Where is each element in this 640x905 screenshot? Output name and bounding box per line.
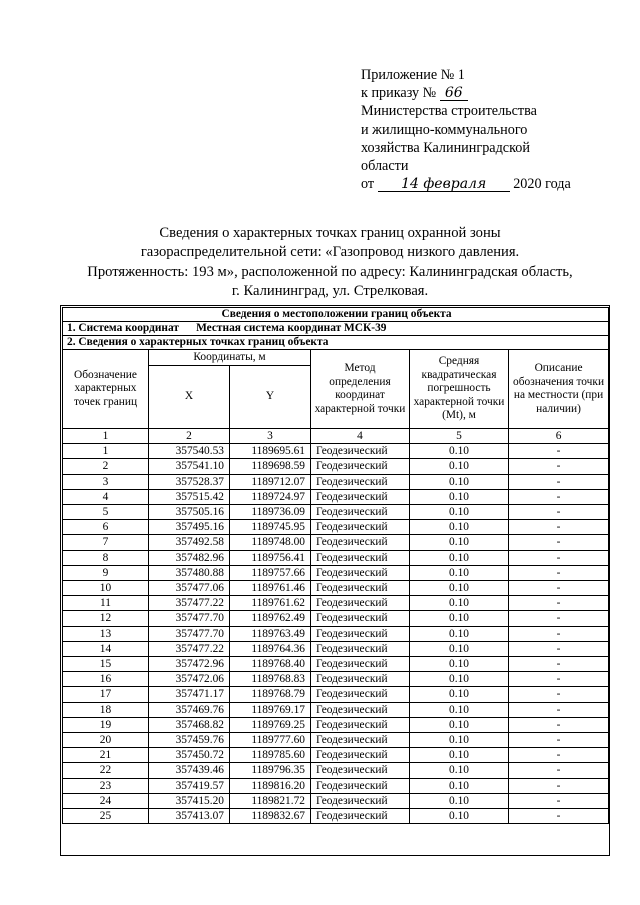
accuracy-cell: 0.10 xyxy=(410,702,509,717)
x-coordinate-cell: 357471.17 xyxy=(149,687,230,702)
x-coordinate-cell: 357477.06 xyxy=(149,581,230,596)
method-cell: Геодезический xyxy=(311,809,410,824)
description-cell: - xyxy=(509,444,609,459)
description-cell: - xyxy=(509,565,609,580)
x-coordinate-cell: 357480.88 xyxy=(149,565,230,580)
accuracy-cell: 0.10 xyxy=(410,748,509,763)
header-accuracy: Средняя квадратическая погрешность характерной точки (Mt), м xyxy=(410,350,509,429)
accuracy-cell: 0.10 xyxy=(410,535,509,550)
description-cell: - xyxy=(509,489,609,504)
y-coordinate-cell: 1189712.07 xyxy=(230,474,311,489)
table-row xyxy=(63,672,609,687)
coordinate-system: 1. Система координат Местная система координат МСК-39 xyxy=(63,322,609,336)
point-number-cell: 1 xyxy=(63,444,149,459)
x-coordinate-cell: 357477.22 xyxy=(149,641,230,656)
table-row xyxy=(63,474,609,489)
description-cell: - xyxy=(509,748,609,763)
date-prefix: от xyxy=(361,176,375,193)
x-coordinate-cell: 357469.76 xyxy=(149,702,230,717)
ministry-line-3: хозяйства Калининградской xyxy=(361,139,530,156)
x-coordinate-cell: 357413.07 xyxy=(149,809,230,824)
method-cell: Геодезический xyxy=(311,657,410,672)
date-line xyxy=(361,175,621,193)
point-number-cell: 18 xyxy=(63,702,149,717)
accuracy-cell: 0.10 xyxy=(410,763,509,778)
accuracy-cell: 0.10 xyxy=(410,489,509,504)
method-cell: Геодезический xyxy=(311,793,410,808)
x-coordinate-cell: 357482.96 xyxy=(149,550,230,565)
point-number-cell: 19 xyxy=(63,717,149,732)
point-number-cell: 17 xyxy=(63,687,149,702)
point-number-cell: 6 xyxy=(63,520,149,535)
accuracy-cell: 0.10 xyxy=(410,505,509,520)
point-number-cell: 23 xyxy=(63,778,149,793)
point-number-cell: 7 xyxy=(63,535,149,550)
description-cell: - xyxy=(509,687,609,702)
date-handwritten: 14 февраля xyxy=(378,177,510,192)
x-coordinate-cell: 357541.10 xyxy=(149,459,230,474)
column-number: 2 xyxy=(149,429,230,444)
method-cell: Геодезический xyxy=(311,505,410,520)
table-row xyxy=(63,565,609,580)
point-number-cell: 22 xyxy=(63,763,149,778)
point-number-cell: 15 xyxy=(63,657,149,672)
appendix-block xyxy=(361,66,621,193)
table-row xyxy=(63,550,609,565)
point-number-cell: 8 xyxy=(63,550,149,565)
accuracy-cell: 0.10 xyxy=(410,474,509,489)
date-suffix: 2020 года xyxy=(513,176,571,193)
order-line xyxy=(361,84,621,102)
x-coordinate-cell: 357415.20 xyxy=(149,793,230,808)
point-number-cell: 21 xyxy=(63,748,149,763)
y-coordinate-cell: 1189769.17 xyxy=(230,702,311,717)
x-coordinate-cell: 357477.22 xyxy=(149,596,230,611)
table-row xyxy=(63,535,609,550)
point-number-cell: 14 xyxy=(63,641,149,656)
point-number-cell: 11 xyxy=(63,596,149,611)
table-row xyxy=(63,459,609,474)
accuracy-cell: 0.10 xyxy=(410,672,509,687)
accuracy-cell: 0.10 xyxy=(410,459,509,474)
x-coordinate-cell: 357472.06 xyxy=(149,672,230,687)
table-row xyxy=(63,717,609,732)
description-cell: - xyxy=(509,717,609,732)
description-cell: - xyxy=(509,474,609,489)
accuracy-cell: 0.10 xyxy=(410,550,509,565)
header-designation: Обозначение характерных точек границ xyxy=(63,350,149,429)
description-cell: - xyxy=(509,763,609,778)
points-section-title: 2. Сведения о характерных точках границ объекта xyxy=(63,336,609,350)
x-coordinate-cell: 357450.72 xyxy=(149,748,230,763)
description-cell: - xyxy=(509,702,609,717)
column-number: 6 xyxy=(509,429,609,444)
description-cell: - xyxy=(509,505,609,520)
table-row xyxy=(63,733,609,748)
y-coordinate-cell: 1189768.79 xyxy=(230,687,311,702)
y-coordinate-cell: 1189768.40 xyxy=(230,657,311,672)
x-coordinate-cell: 357472.96 xyxy=(149,657,230,672)
ministry-line-1: Министерства строительства xyxy=(361,103,537,120)
table-row xyxy=(63,763,609,778)
table-row xyxy=(63,687,609,702)
accuracy-cell: 0.10 xyxy=(410,581,509,596)
description-cell: - xyxy=(509,596,609,611)
point-number-cell: 24 xyxy=(63,793,149,808)
table-row xyxy=(63,520,609,535)
method-cell: Геодезический xyxy=(311,535,410,550)
table-row xyxy=(63,489,609,504)
description-cell: - xyxy=(509,672,609,687)
method-cell: Геодезический xyxy=(311,687,410,702)
table-row xyxy=(63,657,609,672)
method-cell: Геодезический xyxy=(311,596,410,611)
description-cell: - xyxy=(509,535,609,550)
accuracy-cell: 0.10 xyxy=(410,565,509,580)
point-number-cell: 25 xyxy=(63,809,149,824)
description-cell: - xyxy=(509,581,609,596)
method-cell: Геодезический xyxy=(311,474,410,489)
description-cell: - xyxy=(509,793,609,808)
accuracy-cell: 0.10 xyxy=(410,626,509,641)
header-x: X xyxy=(149,366,230,429)
method-cell: Геодезический xyxy=(311,520,410,535)
table-row xyxy=(63,611,609,626)
point-number-cell: 10 xyxy=(63,581,149,596)
y-coordinate-cell: 1189748.00 xyxy=(230,535,311,550)
table-row xyxy=(63,809,609,824)
y-coordinate-cell: 1189757.66 xyxy=(230,565,311,580)
table-row xyxy=(63,626,609,641)
y-coordinate-cell: 1189785.60 xyxy=(230,748,311,763)
title-line-1: Сведения о характерных точках границ охранной зоны xyxy=(159,225,501,241)
table-row xyxy=(63,596,609,611)
y-coordinate-cell: 1189777.60 xyxy=(230,733,311,748)
method-cell: Геодезический xyxy=(311,672,410,687)
description-cell: - xyxy=(509,778,609,793)
x-coordinate-cell: 357495.16 xyxy=(149,520,230,535)
point-number-cell: 20 xyxy=(63,733,149,748)
method-cell: Геодезический xyxy=(311,778,410,793)
table-row xyxy=(63,641,609,656)
x-coordinate-cell: 357468.82 xyxy=(149,717,230,732)
y-coordinate-cell: 1189761.46 xyxy=(230,581,311,596)
accuracy-cell: 0.10 xyxy=(410,687,509,702)
method-cell: Геодезический xyxy=(311,565,410,580)
x-coordinate-cell: 357528.37 xyxy=(149,474,230,489)
accuracy-cell: 0.10 xyxy=(410,444,509,459)
point-number-cell: 12 xyxy=(63,611,149,626)
order-number: 66 xyxy=(440,86,468,101)
column-number: 4 xyxy=(311,429,410,444)
y-coordinate-cell: 1189763.49 xyxy=(230,626,311,641)
x-coordinate-cell: 357540.53 xyxy=(149,444,230,459)
description-cell: - xyxy=(509,641,609,656)
y-coordinate-cell: 1189832.67 xyxy=(230,809,311,824)
x-coordinate-cell: 357477.70 xyxy=(149,626,230,641)
order-prefix: к приказу № xyxy=(361,85,437,102)
method-cell: Геодезический xyxy=(311,763,410,778)
table-row xyxy=(63,778,609,793)
accuracy-cell: 0.10 xyxy=(410,809,509,824)
header-method: Метод определения координат характерной точки xyxy=(311,350,410,429)
x-coordinate-cell: 357505.16 xyxy=(149,505,230,520)
y-coordinate-cell: 1189756.41 xyxy=(230,550,311,565)
y-coordinate-cell: 1189768.83 xyxy=(230,672,311,687)
table-row xyxy=(63,748,609,763)
document-title xyxy=(60,224,600,301)
accuracy-cell: 0.10 xyxy=(410,717,509,732)
method-cell: Геодезический xyxy=(311,550,410,565)
column-number: 5 xyxy=(410,429,509,444)
title-line-4: г. Калининград, ул. Стрелковая. xyxy=(231,282,429,299)
ministry-line-2: и жилищно-коммунального xyxy=(361,121,528,138)
accuracy-cell: 0.10 xyxy=(410,611,509,626)
description-cell: - xyxy=(509,611,609,626)
method-cell: Геодезический xyxy=(311,641,410,656)
header-coordinates: Координаты, м xyxy=(149,350,311,366)
method-cell: Геодезический xyxy=(311,611,410,626)
column-number: 3 xyxy=(230,429,311,444)
method-cell: Геодезический xyxy=(311,717,410,732)
description-cell: - xyxy=(509,809,609,824)
y-coordinate-cell: 1189764.36 xyxy=(230,641,311,656)
x-coordinate-cell: 357515.42 xyxy=(149,489,230,504)
point-number-cell: 16 xyxy=(63,672,149,687)
table-row xyxy=(63,702,609,717)
accuracy-cell: 0.10 xyxy=(410,778,509,793)
x-coordinate-cell: 357459.76 xyxy=(149,733,230,748)
title-line-2: газораспределительной сети: «Газопровод низкого давления. xyxy=(140,244,520,261)
method-cell: Геодезический xyxy=(311,748,410,763)
table-row xyxy=(63,444,609,459)
x-coordinate-cell: 357419.57 xyxy=(149,778,230,793)
method-cell: Геодезический xyxy=(311,626,410,641)
y-coordinate-cell: 1189724.97 xyxy=(230,489,311,504)
point-number-cell: 2 xyxy=(63,459,149,474)
method-cell: Геодезический xyxy=(311,702,410,717)
method-cell: Геодезический xyxy=(311,459,410,474)
header-y: Y xyxy=(230,366,311,429)
ministry-line-4: области xyxy=(361,158,409,175)
y-coordinate-cell: 1189736.09 xyxy=(230,505,311,520)
y-coordinate-cell: 1189816.20 xyxy=(230,778,311,793)
header-description: Описание обозначения точки на местности (при наличии) xyxy=(509,350,609,429)
table-row xyxy=(63,581,609,596)
accuracy-cell: 0.10 xyxy=(410,793,509,808)
x-coordinate-cell: 357477.70 xyxy=(149,611,230,626)
title-line-3: Протяженность: 193 м», расположенной по адресу: Калининградская область, xyxy=(87,263,573,280)
point-number-cell: 4 xyxy=(63,489,149,504)
method-cell: Геодезический xyxy=(311,581,410,596)
accuracy-cell: 0.10 xyxy=(410,596,509,611)
accuracy-cell: 0.10 xyxy=(410,657,509,672)
point-number-cell: 13 xyxy=(63,626,149,641)
y-coordinate-cell: 1189762.49 xyxy=(230,611,311,626)
description-cell: - xyxy=(509,550,609,565)
method-cell: Геодезический xyxy=(311,444,410,459)
description-cell: - xyxy=(509,459,609,474)
description-cell: - xyxy=(509,520,609,535)
point-number-cell: 9 xyxy=(63,565,149,580)
column-numbers-row xyxy=(63,429,609,444)
x-coordinate-cell: 357492.58 xyxy=(149,535,230,550)
method-cell: Геодезический xyxy=(311,733,410,748)
y-coordinate-cell: 1189796.35 xyxy=(230,763,311,778)
column-number: 1 xyxy=(63,429,149,444)
accuracy-cell: 0.10 xyxy=(410,520,509,535)
y-coordinate-cell: 1189698.59 xyxy=(230,459,311,474)
method-cell: Геодезический xyxy=(311,489,410,504)
y-coordinate-cell: 1189769.25 xyxy=(230,717,311,732)
appendix-title: Приложение № 1 xyxy=(361,67,465,83)
point-number-cell: 5 xyxy=(63,505,149,520)
description-cell: - xyxy=(509,733,609,748)
y-coordinate-cell: 1189695.61 xyxy=(230,444,311,459)
coordinates-table xyxy=(62,307,609,824)
accuracy-cell: 0.10 xyxy=(410,733,509,748)
y-coordinate-cell: 1189745.95 xyxy=(230,520,311,535)
section-title: Сведения о местоположении границ объекта xyxy=(63,308,609,322)
y-coordinate-cell: 1189761.62 xyxy=(230,596,311,611)
accuracy-cell: 0.10 xyxy=(410,641,509,656)
description-cell: - xyxy=(509,626,609,641)
description-cell: - xyxy=(509,657,609,672)
x-coordinate-cell: 357439.46 xyxy=(149,763,230,778)
point-number-cell: 3 xyxy=(63,474,149,489)
y-coordinate-cell: 1189821.72 xyxy=(230,793,311,808)
table-row xyxy=(63,793,609,808)
table-row xyxy=(63,505,609,520)
